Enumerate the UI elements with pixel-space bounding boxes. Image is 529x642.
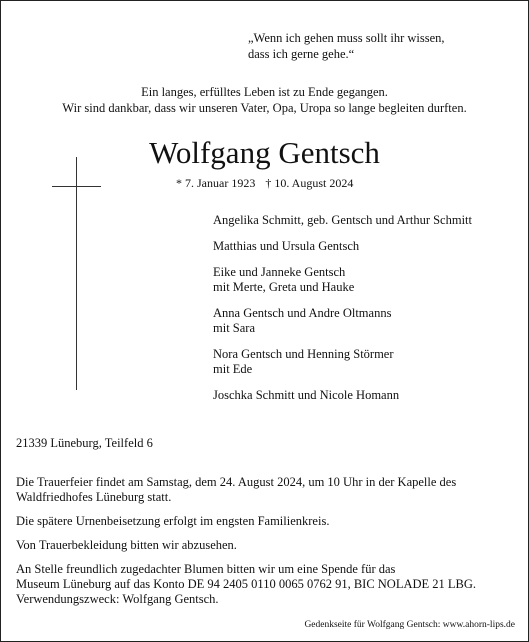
notice-paragraph <box>16 514 516 529</box>
notice-line: Museum Lüneburg auf das Konto DE 94 2405 0110 0065 0762 91, BIC NOLADE 21 LBG. <box>16 577 477 591</box>
cross-icon-horizontal <box>52 186 101 187</box>
memorial-page-link[interactable]: Gedenkseite für Wolfgang Gentsch: www.ahorn-lips.de <box>304 620 515 630</box>
notice-paragraph <box>16 475 516 505</box>
notice-line: Verwendungszweck: Wolfgang Gentsch. <box>16 592 219 606</box>
death-date: † 10. August 2024 <box>265 176 354 190</box>
mourner-line: mit Sara <box>213 321 256 335</box>
epitaph-quote-line: „Wenn ich gehen muss sollt ihr wissen, <box>248 31 445 45</box>
intro-line: Wir sind dankbar, dass wir unseren Vater, Opa, Uropa so lange begleiten durften. <box>62 101 467 115</box>
funeral-notices <box>16 475 516 616</box>
mourner-line: Anna Gentsch und Andre Oltmanns <box>213 306 392 320</box>
mourner-line: Joschka Schmitt und Nicole Homann <box>213 388 400 402</box>
mourner-entry <box>213 388 472 403</box>
mourner-line: mit Ede <box>213 362 253 376</box>
notice-paragraph <box>16 538 516 553</box>
mourner-entry <box>213 306 472 336</box>
notice-paragraph <box>16 562 516 607</box>
mourner-line: Angelika Schmitt, geb. Gentsch und Arthur Schmitt <box>213 213 472 227</box>
deceased-name: Wolfgang Gentsch <box>149 135 380 170</box>
mourners-list <box>213 213 472 414</box>
notice-line: Die Trauerfeier findet am Samstag, dem 24. August 2024, um 10 Uhr in der Kapelle des <box>16 475 457 489</box>
cross-icon-vertical <box>76 157 77 390</box>
family-address: 21339 Lüneburg, Teilfeld 6 <box>16 436 153 450</box>
notice-line: Die spätere Urnenbeisetzung erfolgt im engsten Familienkreis. <box>16 514 330 528</box>
mourner-line: Eike und Janneke Gentsch <box>213 265 346 279</box>
mourner-entry <box>213 239 472 254</box>
mourner-line: Nora Gentsch und Henning Störmer <box>213 347 394 361</box>
mourner-entry <box>213 347 472 377</box>
mourner-line: Matthias und Ursula Gentsch <box>213 239 360 253</box>
life-dates <box>176 176 353 190</box>
mourner-entry <box>213 213 472 228</box>
mourner-entry <box>213 265 472 295</box>
mourner-line: mit Merte, Greta und Hauke <box>213 280 355 294</box>
intro-text <box>0 84 529 116</box>
intro-line: Ein langes, erfülltes Leben ist zu Ende gegangen. <box>141 85 388 99</box>
notice-line: An Stelle freundlich zugedachter Blumen bitten wir um eine Spende für das <box>16 562 396 576</box>
birth-date: * 7. Januar 1923 <box>176 176 256 190</box>
epitaph-quote-line: dass ich gerne gehe.“ <box>248 47 355 61</box>
epitaph-quote <box>248 30 445 62</box>
notice-line: Von Trauerbekleidung bitten wir abzusehen. <box>16 538 237 552</box>
notice-line: Waldfriedhofes Lüneburg statt. <box>16 490 172 504</box>
